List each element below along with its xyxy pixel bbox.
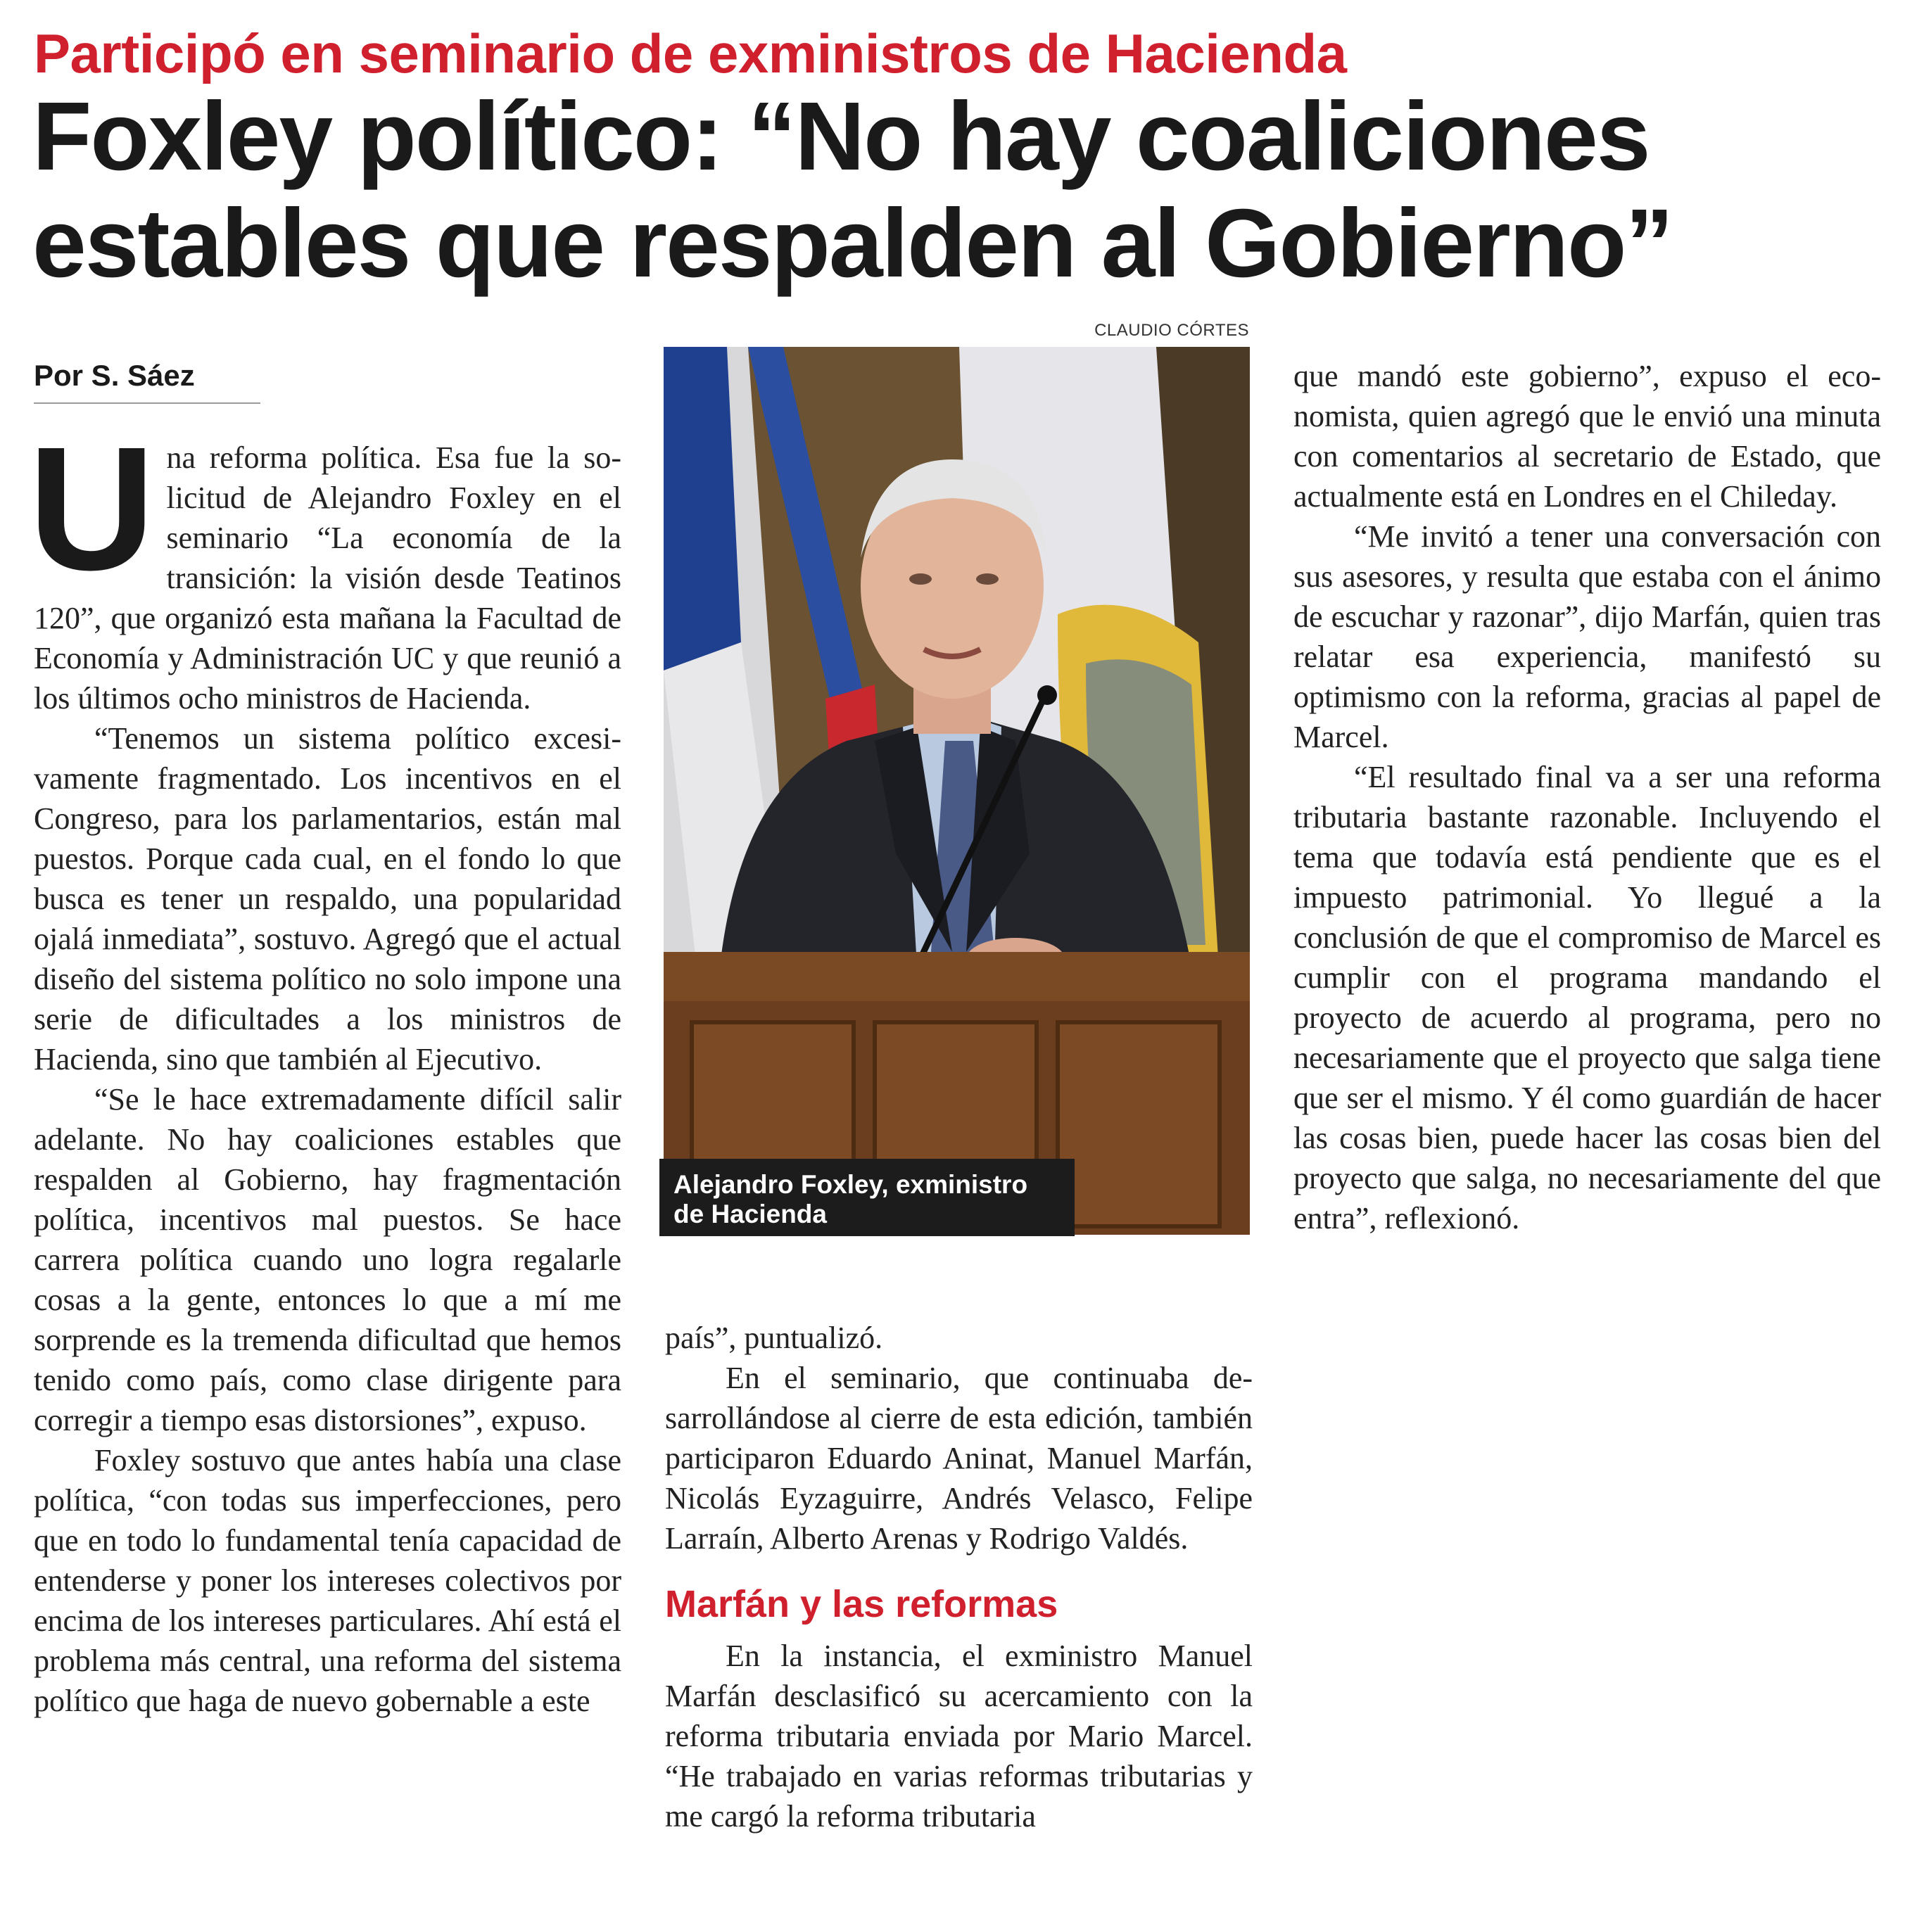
photo-caption <box>659 1159 1075 1236</box>
paragraph: Foxley sostuvo que antes había una clase política, “con todas sus imperfecciones, pero que en todo lo fundamental tenía capacidad de entenderse y poner los intereses colectivos por encima de los intereses particulares. Ahí está el problema más central, una reforma del sistema político que haga de nuevo gobernable a este <box>34 1443 621 1718</box>
paragraph: país”, puntualizó. <box>665 1321 883 1355</box>
paragraph: En la instancia, el exministro Manuel Marfán desclasificó su acercamiento con la reforma tributaria enviada por Mario Marcel. “He trabajado en varias reformas tributarias y me cargó la reforma tributaria <box>665 1639 1253 1834</box>
section-subheading: Marfán y las reformas <box>665 1583 1058 1625</box>
photo-illustration <box>664 347 1250 1235</box>
article-column-3 <box>1293 356 1881 1238</box>
paragraph: “Tenemos un sistema político excesivamente fragmentado. Los incentivos en el Congreso, para los parlamentarios, están mal puestos. Porque cada cual, en el fondo lo que busca es tener un respaldo, una popularidad ojalá inmediata”, sostuvo. Agregó que el actual diseño del sistema político no solo impone una serie de dificultades a los ministros de Hacienda, sino que también al Ejecutivo. <box>34 721 621 1076</box>
paragraph-text: na reforma política. Esa fue la solicitud de Alejandro Foxley en el seminario “La economía de la transición: la visión desde Teatinos 120”, que organizó esta mañana la Facultad de Economía y Administración UC y que reunió a los últimos ocho ministros de Hacienda. <box>34 440 621 716</box>
drop-cap: U <box>28 410 156 606</box>
caption-line-2: de Hacienda <box>673 1200 827 1228</box>
paragraph <box>28 410 621 718</box>
paragraph: que mandó este gobierno”, expuso el economista, quien agregó que le envió una minuta con comentarios al secretario de Estado, que actualmente está en Londres en el Chileday. <box>1293 359 1881 514</box>
headline <box>32 83 1876 297</box>
kicker: Participó en seminario de exministros de Hacienda <box>34 23 1347 84</box>
paragraph: “El resultado final va a ser una reforma tributaria bastante razonable. Incluyendo el tema que todavía está pendiente que es el impuesto patrimonial. Yo llegué a la conclusión de que el compromiso de Marcel es cumplir con el programa mandando el proyecto de acuerdo al programa, pero no necesariamente que el proyecto que salga tiene que ser el mismo. Y él como guardián de hacer las cosas bien, puede hacer las cosas bien del proyecto que salga, no necesariamente del que entra”, reflexionó. <box>1293 760 1881 1235</box>
photo-credit: CLAUDIO CÓRTES <box>1094 321 1249 340</box>
headline-line-1: Foxley político: “No hay coaliciones <box>32 82 1650 191</box>
article-column-1 <box>28 410 621 1721</box>
paragraph: “Se le hace extremadamente difícil salir adelante. No hay coaliciones estables que respalden al Gobierno, hay fragmentación política, incentivos mal puestos. Se hace carrera política cuando uno logra regalarle cosas a la gente, entonces lo que a mí me sorprende es la tremenda dificultad que hemos tenido como país, como clase dirigente para corregir a tiempo esas distorsiones”, expuso. <box>34 1082 621 1437</box>
paragraph: En el seminario, que continuaba desarrollándose al cierre de esta edición, también participaron Eduardo Aninat, Manuel Marfán, Nicolás Eyzaguirre, Andrés Velasco, Felipe Larraín, Alberto Arenas y Rodrigo Valdés. <box>665 1361 1253 1556</box>
caption-line-1: Alejandro Foxley, exministro <box>673 1170 1028 1199</box>
headline-line-2: estables que respalden al Gobierno” <box>32 189 1673 298</box>
article-column-2 <box>665 1318 1253 1836</box>
byline: Por S. Sáez <box>34 356 260 404</box>
article-photo <box>664 347 1250 1235</box>
paragraph: “Me invitó a tener una conversación con sus asesores, y resulta que estaba con el ánimo de escuchar y razonar”, dijo Marfán, quien tras relatar esa experiencia, manifestó su optimismo con la reforma, gracias al papel de Marcel. <box>1293 519 1881 754</box>
